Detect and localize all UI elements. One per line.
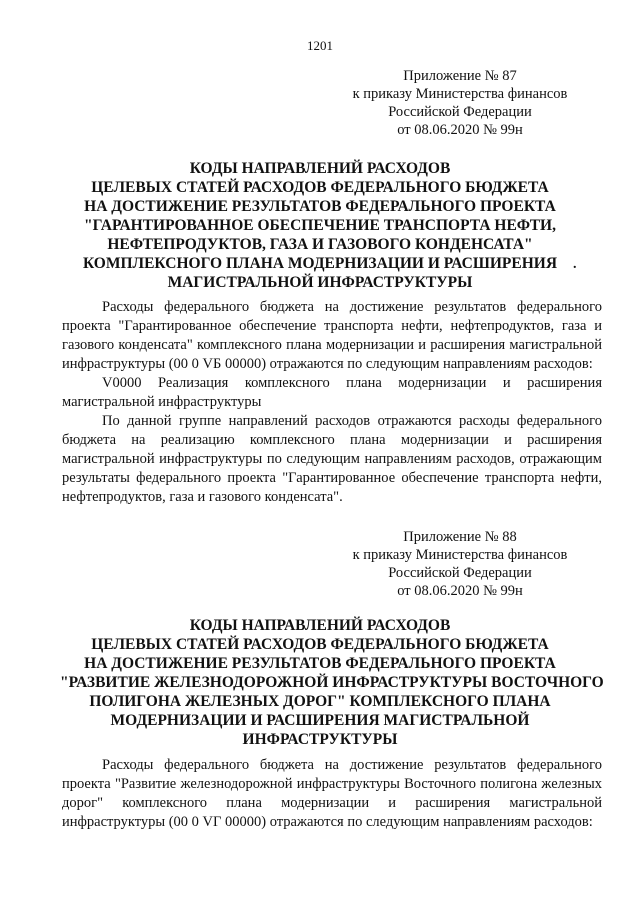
heading-88-line: НА ДОСТИЖЕНИЕ РЕЗУЛЬТАТОВ ФЕДЕРАЛЬНОГО ПРОЕКТА bbox=[84, 655, 556, 672]
heading-87 bbox=[60, 159, 580, 292]
body-87-paragraph: По данной группе направлений расходов отражаются расходы федерального бюджета на реализацию комплексного плана модернизации и расширения магистральной инфраструктуры по следующим направлениям расходов, отражающим результаты федерального проекта "Гарантированное обеспечение транспорта нефти, нефтепродуктов, газа и газового конденсата". bbox=[62, 413, 602, 505]
heading-87-line: КОДЫ НАПРАВЛЕНИЙ РАСХОДОВ bbox=[189, 160, 451, 177]
appendix-88-order-ref: к приказу Министерства финансов bbox=[352, 547, 568, 563]
heading-88-line: ПОЛИГОНА ЖЕЛЕЗНЫХ ДОРОГ" КОМПЛЕКСНОГО ПЛАНА bbox=[89, 693, 551, 710]
heading-88-line: МОДЕРНИЗАЦИИ И РАСШИРЕНИЯ МАГИСТРАЛЬНОЙ bbox=[110, 712, 530, 729]
heading-87-line: ЦЕЛЕВЫХ СТАТЕЙ РАСХОДОВ ФЕДЕРАЛЬНОГО БЮДЖЕТА bbox=[91, 179, 549, 196]
appendix-88-title: Приложение № 88 bbox=[403, 529, 517, 545]
heading-88-line: ИНФРАСТРУКТУРЫ bbox=[242, 731, 398, 748]
appendix-87-date: от 08.06.2020 № 99н bbox=[397, 122, 523, 138]
heading-88-line: КОДЫ НАПРАВЛЕНИЙ РАСХОДОВ bbox=[189, 617, 451, 634]
appendix-88-country: Российской Федерации bbox=[388, 565, 532, 581]
body-87-paragraph: Расходы федерального бюджета на достижение результатов федерального проекта "Гарантированное обеспечение транспорта нефти, нефтепродуктов, газа и газового конденсата" комплексного плана модернизации и расширения магистральной инфраструктуры (00 0 VБ 00000) отражаются по следующим направлениям расходов: bbox=[62, 299, 602, 372]
appendix-87-block bbox=[340, 67, 580, 139]
heading-88-line: ЦЕЛЕВЫХ СТАТЕЙ РАСХОДОВ ФЕДЕРАЛЬНОГО БЮДЖЕТА bbox=[91, 636, 549, 653]
body-88-paragraph: Расходы федерального бюджета на достижение результатов федерального проекта "Развитие железнодорожной инфраструктуры Восточного полигона железных дорог" комплексного плана модернизации и расширения магистральной инфраструктуры (00 0 VГ 00000) отражаются по следующим направлениям расходов: bbox=[62, 757, 602, 830]
appendix-88-date: от 08.06.2020 № 99н bbox=[397, 583, 523, 599]
heading-87-line: НА ДОСТИЖЕНИЕ РЕЗУЛЬТАТОВ ФЕДЕРАЛЬНОГО ПРОЕКТА bbox=[84, 198, 556, 215]
appendix-87-title: Приложение № 87 bbox=[403, 68, 517, 84]
body-87 bbox=[62, 298, 602, 507]
heading-87-line: "ГАРАНТИРОВАННОЕ ОБЕСПЕЧЕНИЕ ТРАНСПОРТА НЕФТИ, bbox=[83, 217, 556, 234]
heading-87-line: МАГИСТРАЛЬНОЙ ИНФРАСТРУКТУРЫ bbox=[167, 274, 473, 291]
heading-87-line: КОМПЛЕКСНОГО ПЛАНА МОДЕРНИЗАЦИИ И РАСШИРЕНИЯ bbox=[82, 255, 558, 272]
body-88 bbox=[62, 756, 602, 832]
body-87-paragraph: V0000 Реализация комплексного плана модернизации и расширения магистральной инфраструктуры bbox=[62, 375, 602, 410]
heading-87-line: НЕФТЕПРОДУКТОВ, ГАЗА И ГАЗОВОГО КОНДЕНСАТА" bbox=[107, 236, 533, 253]
appendix-88-block bbox=[340, 528, 580, 600]
appendix-87-order-ref: к приказу Министерства финансов bbox=[352, 86, 568, 102]
heading-87-trailing-mark: . bbox=[573, 257, 577, 272]
appendix-87-country: Российской Федерации bbox=[388, 104, 532, 120]
heading-88 bbox=[60, 616, 604, 749]
page-number: 1201 bbox=[307, 38, 333, 53]
heading-88-line: "РАЗВИТИЕ ЖЕЛЕЗНОДОРОЖНОЙ ИНФРАСТРУКТУРЫ ВОСТОЧНОГО bbox=[60, 674, 604, 691]
